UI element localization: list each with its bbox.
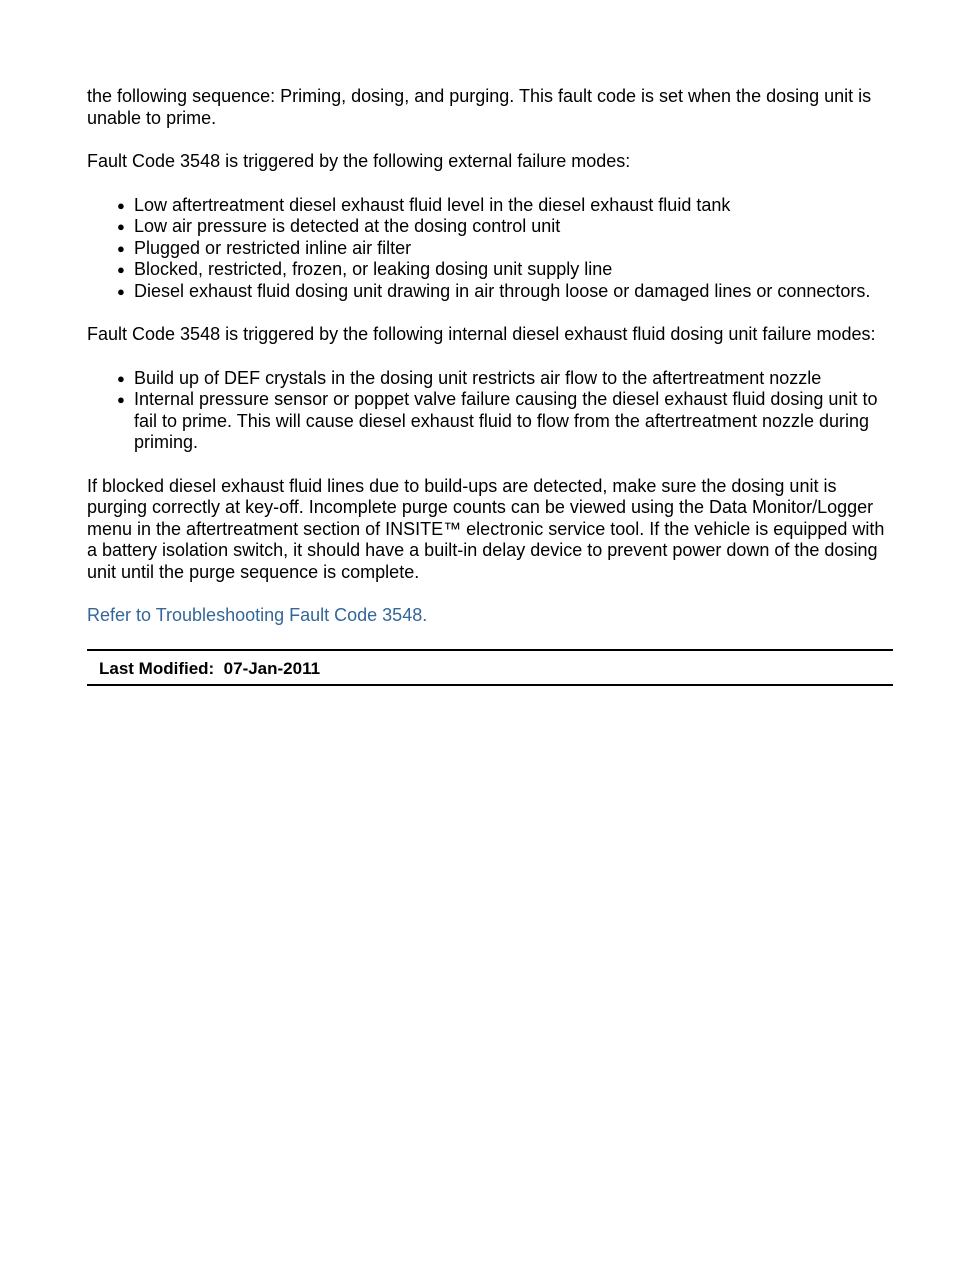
external-modes-heading: Fault Code 3548 is triggered by the following external failure modes: (87, 151, 631, 171)
list-item: ● Build up of DEF crystals in the dosing unit restricts air flow to the aftertreatment nozzle (117, 367, 822, 388)
list-item: ● Low air pressure is detected at the dosing control unit (117, 216, 561, 236)
troubleshooting-link[interactable]: Refer to Troubleshooting Fault Code 3548. (87, 605, 428, 625)
bullet-icon: ● (117, 370, 125, 386)
last-modified-footer (87, 649, 893, 686)
bullet-icon: ● (117, 283, 125, 299)
refer-paragraph (87, 605, 893, 627)
internal-modes-heading: Fault Code 3548 is triggered by the following internal diesel exhaust fluid dosing unit failure modes: (87, 324, 876, 344)
bullet-icon: ● (117, 392, 125, 407)
list-item: ● Plugged or restricted inline air filter (117, 237, 412, 258)
bullet-icon: ● (117, 262, 125, 277)
bullet-icon: ● (117, 219, 125, 234)
document-body (87, 86, 893, 686)
list-item: ● Diesel exhaust fluid dosing unit drawing in air through loose or damaged lines or connectors. (117, 280, 871, 301)
last-modified-text: Last Modified: 07-Jan-2011 (99, 658, 321, 678)
bullet-icon: ● (117, 197, 125, 213)
intro-paragraph: the following sequence: Priming, dosing, and purging. This fault code is set when the dosing unit is unable to prime. (87, 86, 872, 128)
external-modes-list (87, 195, 893, 303)
list-item: ● Internal pressure sensor or poppet valve failure causing the diesel exhaust fluid dosing unit to fail to prime. This will cause diesel exhaust fluid to flow from the aftertreatment nozzle during priming. (117, 389, 878, 452)
list-item: ● Low aftertreatment diesel exhaust fluid level in the diesel exhaust fluid tank (117, 194, 731, 215)
list-item: ● Blocked, restricted, frozen, or leaking dosing unit supply line (117, 259, 613, 279)
blocked-lines-paragraph: If blocked diesel exhaust fluid lines due to build-ups are detected, make sure the dosing unit is purging correctly at key-off. Incomplete purge counts can be viewed using the Data Monitor/Logger menu in the aftertreatment section of INSITE™ electronic service tool. If the vehicle is equipped with a battery isolation switch, it should have a built-in delay device to prevent power down of the dosing unit until the purge sequence is complete. (87, 475, 885, 582)
bullet-icon: ● (117, 240, 125, 256)
internal-modes-list (87, 368, 893, 454)
